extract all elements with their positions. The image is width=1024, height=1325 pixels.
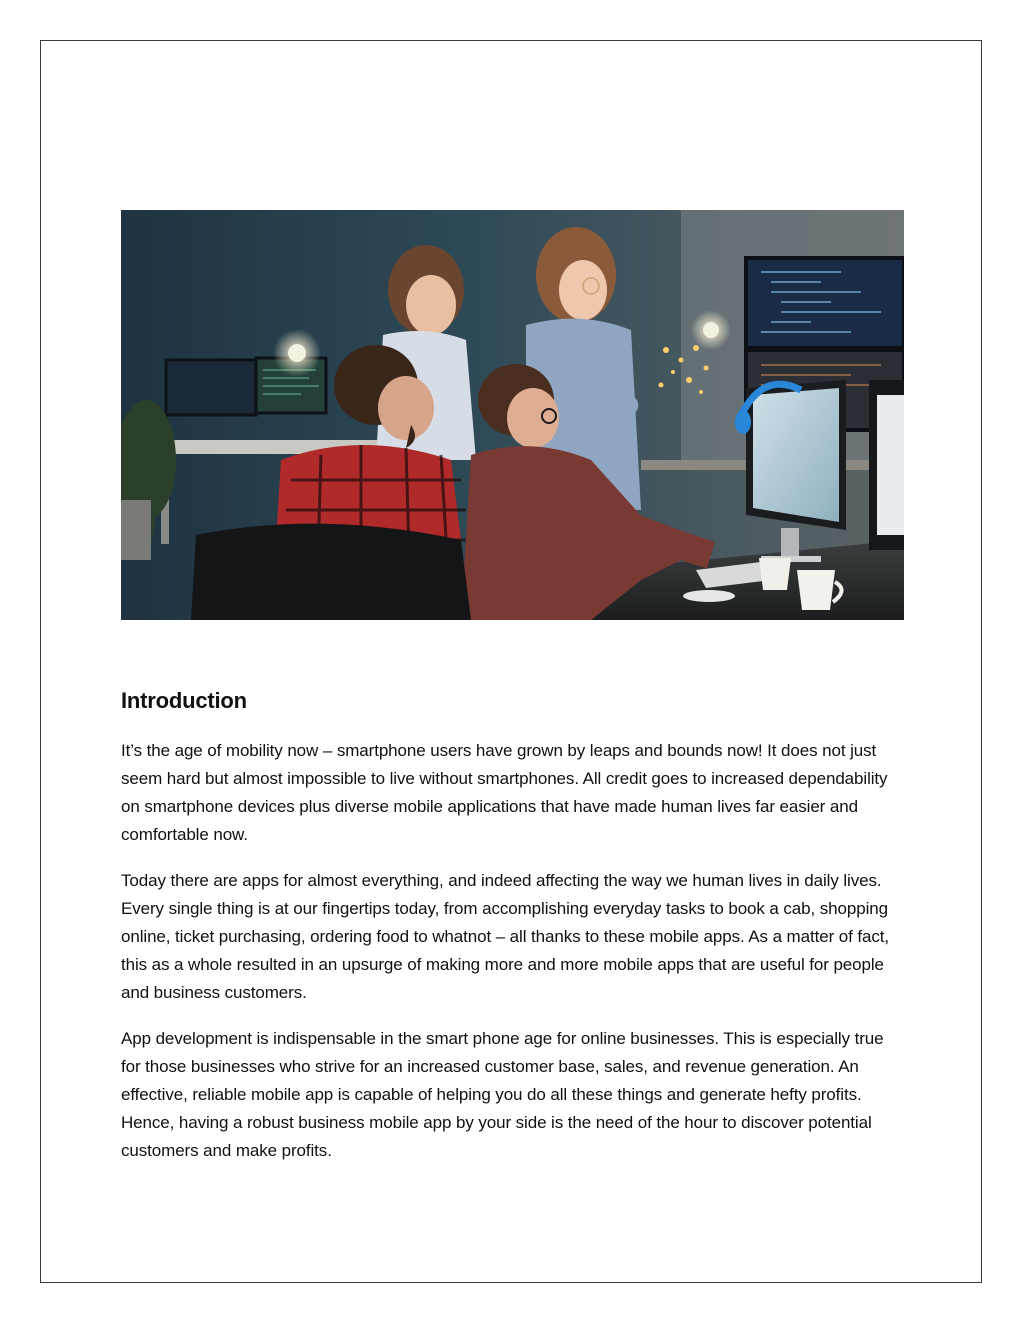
photo-illustration bbox=[121, 210, 904, 620]
hero-photo bbox=[121, 210, 904, 620]
body-paragraph-2: Today there are apps for almost everything, and indeed affecting the way we human lives in daily lives. Every single thing is at our fingertips today, from accomplishing everyday tasks to book a cab, shopping online, ticket purchasing, ordering food to whatnot – all thanks to these mobile apps. As a matter of fact, this as a whole resulted in an upsurge of making more and more mobile apps that are useful for people and business customers. bbox=[121, 871, 889, 1002]
body-paragraph-3: App development is indispensable in the smart phone age for online businesses. This is especially true for those businesses who strive for an increased customer base, sales, and revenue generation. An effective, reliable mobile app is capable of helping you do all these things and generate hefty profits. Hence, having a robust business mobile app by your side is the need of the hour to discover potential customers and make profits. bbox=[121, 1029, 884, 1160]
body-paragraph-1: It’s the age of mobility now – smartphone users have grown by leaps and bounds now! It does not just seem hard but almost impossible to live without smartphones. All credit goes to increased dependability on smartphone devices plus diverse mobile applications that have made human lives far easier and comfortable now. bbox=[121, 741, 888, 844]
section-heading: Introduction bbox=[121, 688, 247, 713]
